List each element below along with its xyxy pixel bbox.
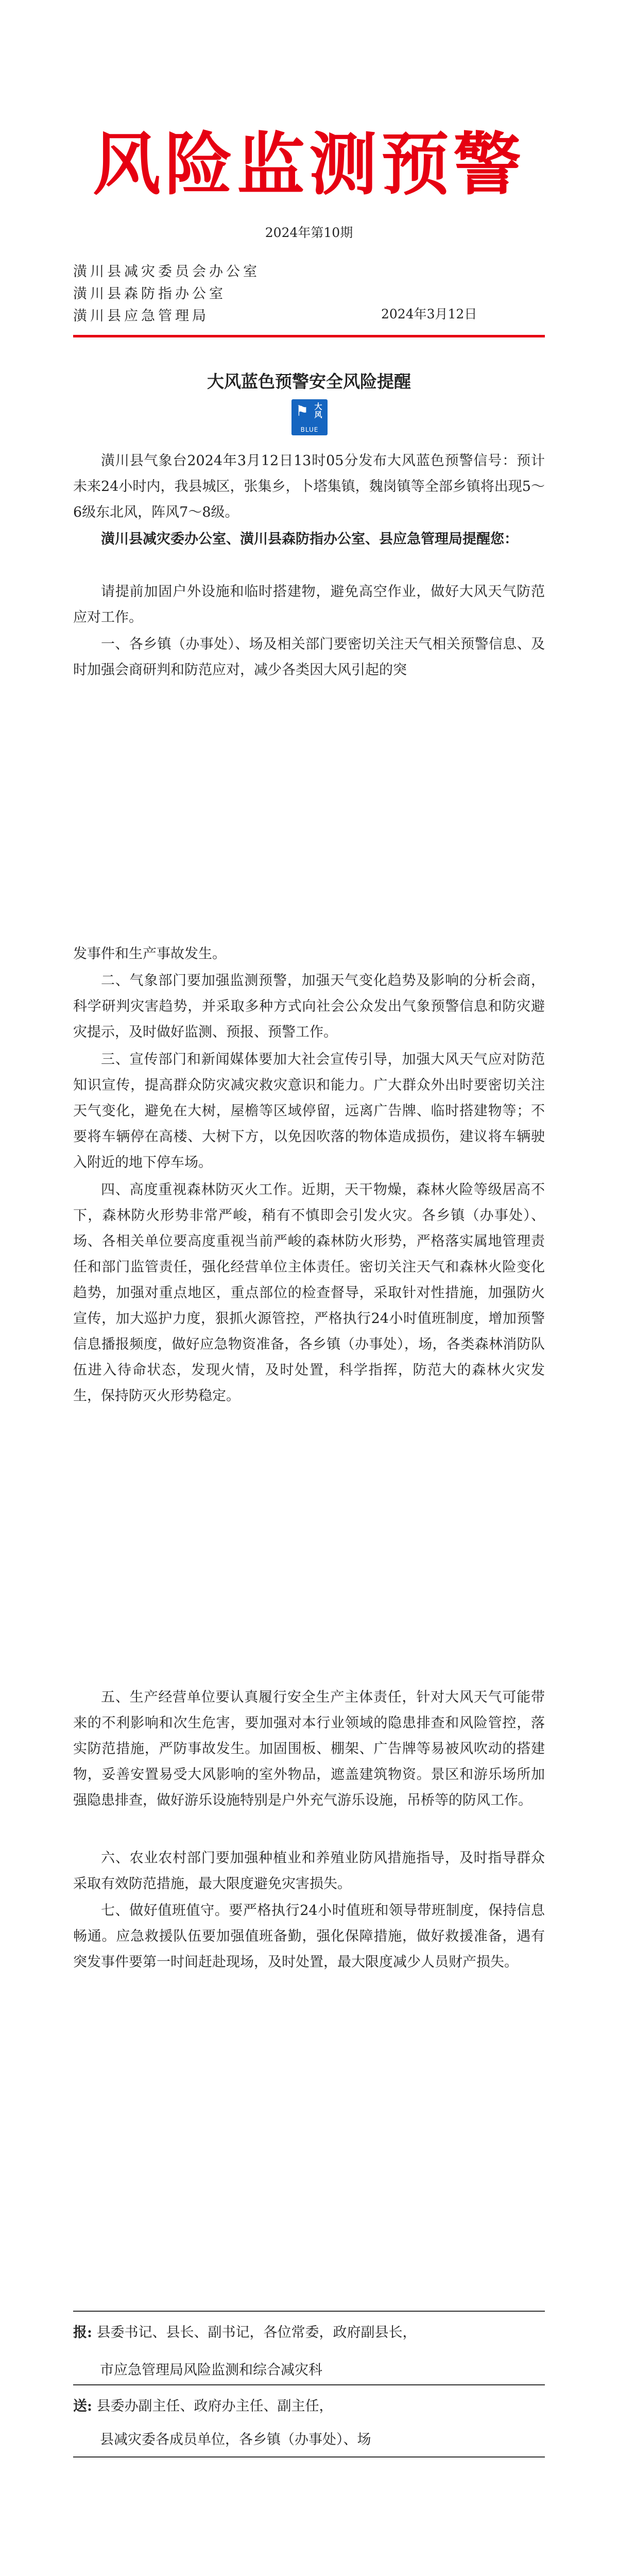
paragraph-item-7: 七、做好值班值守。要严格执行24小时值班和领导带班制度，保持信息畅通。应急救援队伍要加强值班备勤，强化保障措施，做好救援准备，遇有突发事件要第一时间赶赴现场，及时处置，最大限度减少人员财产损失。 — [73, 1903, 545, 1970]
copy-to-line-1 — [73, 2395, 333, 2415]
footer-divider-top — [73, 2311, 545, 2312]
warning-icon-text: 大风 — [314, 402, 322, 419]
report-to-recipients-1: 县委书记、县长、副书记，各位常委，政府副县长， — [96, 2325, 417, 2341]
gale-blue-warning-icon — [291, 399, 328, 435]
copy-to-recipients-2: 县减灾委各成员单位，各乡镇（办事处）、场 — [100, 2432, 371, 2448]
footer-divider-middle — [73, 2384, 545, 2385]
document-title: 风险监测预警 — [93, 125, 525, 205]
paragraph-item-1-continued: 发事件和生产事故发生。 — [73, 946, 226, 962]
paragraph-item-4: 四、高度重视森林防灭火工作。近期，天干物燥，森林火险等级居高不下，森林防火形势非常严峻，稍有不慎即会引发火灾。各乡镇（办事处）、场、各相关单位要高度重视当前严峻的森林防火形势，严格落实属地管理责任和部门监管责任，强化经营单位主体责任。密切关注天气和森林火险变化趋势，加强对重点地区，重点部位的检查督导，采取针对性措施，加强防火宣传，加大巡护力度，狠抓火源管控，严格执行24小时值班制度，增加预警信息播报频度，做好应急物资准备，各乡镇（办事处），场，各类森林消防队伍进入待命状态，发现火情，及时处置，科学指挥，防范大的森林火灾发生，保持防灭火形势稳定。 — [73, 1182, 545, 1404]
copy-to-recipients-1: 县委办副主任、政府办主任、副主任， — [96, 2398, 333, 2414]
paragraph-item-3: 三、宣传部门和新闻媒体要加大社会宣传引导，加强大风天气应对防范知识宣传，提高群众防灾减灾救灾意识和能力。广大群众外出时要密切关注天气变化，避免在大树，屋檐等区域停留，远离广告牌、临时搭建物等；不要将车辆停在高楼、大树下方，以免因吹落的物体造成损伤，建议将车辆驶入附近的地下停车场。 — [73, 1052, 545, 1171]
paragraph-reminder: 请提前加固户外设施和临时搭建物，避免高空作业，做好大风天气防范应对工作。 — [73, 584, 545, 625]
issue-date: 2024年3月12日 — [381, 307, 477, 321]
subject-title: 大风蓝色预警安全风险提醒 — [207, 371, 411, 392]
paragraph-item-1: 一、各乡镇（办事处）、场及相关部门要密切关注天气相关预警信息、及时加强会商研判和防范应对，减少各类因大风引起的突 — [73, 636, 545, 678]
warning-icon-level: BLUE — [300, 426, 319, 433]
red-divider — [73, 335, 545, 337]
paragraph-item-6: 六、农业农村部门要加强种植业和养殖业防风措施指导，及时指导群众采取有效防范措施，最大限度避免灾害损失。 — [73, 1850, 545, 1892]
paragraph-item-5: 五、生产经营单位要认真履行安全生产主体责任，针对大风天气可能带来的不利影响和次生危害，要加强对本行业领域的隐患排查和风险管控，落实防范措施，严防事故发生。加固围板、棚架、广告牌等易被风吹动的搭建物，妥善安置易受大风影响的室外物品，遮盖建筑物资。景区和游乐场所加强隐患排查，做好游乐设施特别是户外充气游乐设施，吊桥等的防风工作。 — [73, 1689, 545, 1808]
sender-line-3: 潢川县应急管理局 — [73, 308, 209, 324]
paragraph-item-2: 二、气象部门要加强监测预警，加强天气变化趋势及影响的分析会商，科学研判灾害趋势，并采取多种方式向社会公众发出气象预警信息和防灾避灾提示，及时做好监测、预报、预警工作。 — [73, 973, 545, 1040]
report-to-recipients-2: 市应急管理局风险监测和综合减灾科 — [100, 2362, 322, 2378]
flag-icon: ⚑ — [296, 402, 309, 419]
sender-line-1: 潢川县减灾委员会办公室 — [73, 264, 260, 280]
paragraph-reminder-heading: 潢川县减灾委办公室、潢川县森防指办公室、县应急管理局提醒您： — [101, 531, 518, 547]
issue-number: 2024年第10期 — [265, 225, 353, 240]
report-to-label: 报: — [73, 2325, 92, 2341]
report-to-line-1 — [73, 2321, 417, 2341]
sender-line-2: 潢川县森防指办公室 — [73, 286, 226, 302]
copy-to-label: 送: — [73, 2398, 92, 2414]
paragraph-forecast: 潢川县气象台2024年3月12日13时05分发布大风蓝色预警信号：预计未来24小时内，我县城区，张集乡，卜塔集镇，魏岗镇等全部乡镇将出现5～6级东北风，阵风7～8级。 — [73, 453, 545, 520]
footer-divider-bottom — [73, 2456, 545, 2458]
